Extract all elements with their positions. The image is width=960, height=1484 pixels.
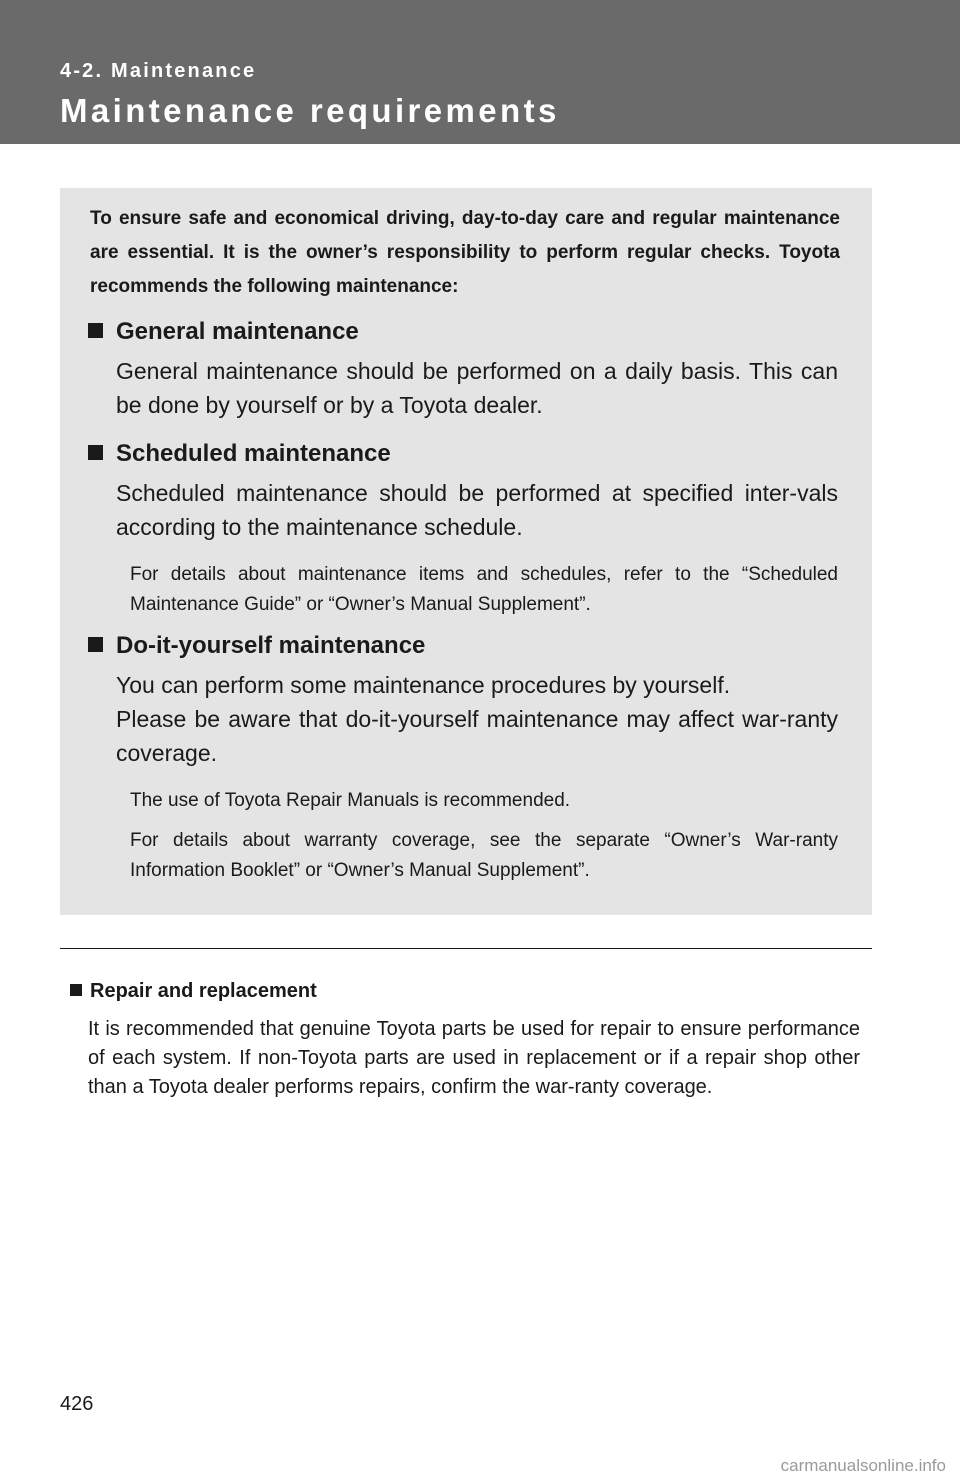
diy-maintenance-note-1: The use of Toyota Repair Manuals is recommended. (130, 790, 571, 811)
general-maintenance-text: General maintenance should be performed on a daily basis. This can be done by yourself or by a Toyota dealer. (116, 358, 838, 418)
info-box (60, 188, 872, 915)
repair-heading (70, 978, 317, 1004)
general-maintenance-heading (88, 317, 359, 347)
page-header (0, 0, 960, 144)
intro-text: To ensure safe and economical driving, day-to-day care and regular maintenance are essential. It is the owner’s responsibility to perform regular checks. Toyota recommends the following maintenance: (90, 208, 840, 297)
repair-heading-label: Repair and replacement (90, 980, 317, 1002)
square-bullet-icon (88, 637, 103, 652)
square-bullet-icon (70, 984, 82, 996)
page-number: 426 (60, 1393, 94, 1415)
square-bullet-icon (88, 445, 103, 460)
diy-maintenance-note-2: For details about warranty coverage, see the separate “Owner’s War-ranty Information Booklet” or “Owner’s Manual Supplement”. (130, 830, 838, 881)
square-bullet-icon (88, 323, 103, 338)
diy-maintenance-heading-label: Do-it-yourself maintenance (116, 632, 426, 659)
watermark: carmanualsonline.info (780, 1456, 946, 1475)
scheduled-maintenance-heading-label: Scheduled maintenance (116, 440, 391, 467)
section-divider (60, 948, 872, 949)
scheduled-maintenance-heading (88, 439, 391, 469)
general-maintenance-heading-label: General maintenance (116, 318, 359, 345)
diy-maintenance-heading (88, 631, 425, 661)
scheduled-maintenance-text: Scheduled maintenance should be performed at specified inter-vals according to the maintenance schedule. (116, 480, 838, 540)
diy-maintenance-text-2: Please be aware that do-it-yourself maintenance may affect war-ranty coverage. (116, 706, 838, 766)
section-label: 4-2. Maintenance (60, 60, 257, 82)
scheduled-maintenance-note: For details about maintenance items and schedules, refer to the “Scheduled Maintenance Guide” or “Owner’s Manual Supplement”. (130, 564, 838, 615)
repair-text: It is recommended that genuine Toyota parts be used for repair to ensure performance of each system. If non-Toyota parts are used in replacement or if a repair shop other than a Toyota dealer performs repairs, confirm the war-ranty coverage. (88, 1018, 860, 1098)
page-title: Maintenance requirements (60, 92, 560, 129)
diy-maintenance-text-1: You can perform some maintenance procedures by yourself. (116, 672, 731, 698)
